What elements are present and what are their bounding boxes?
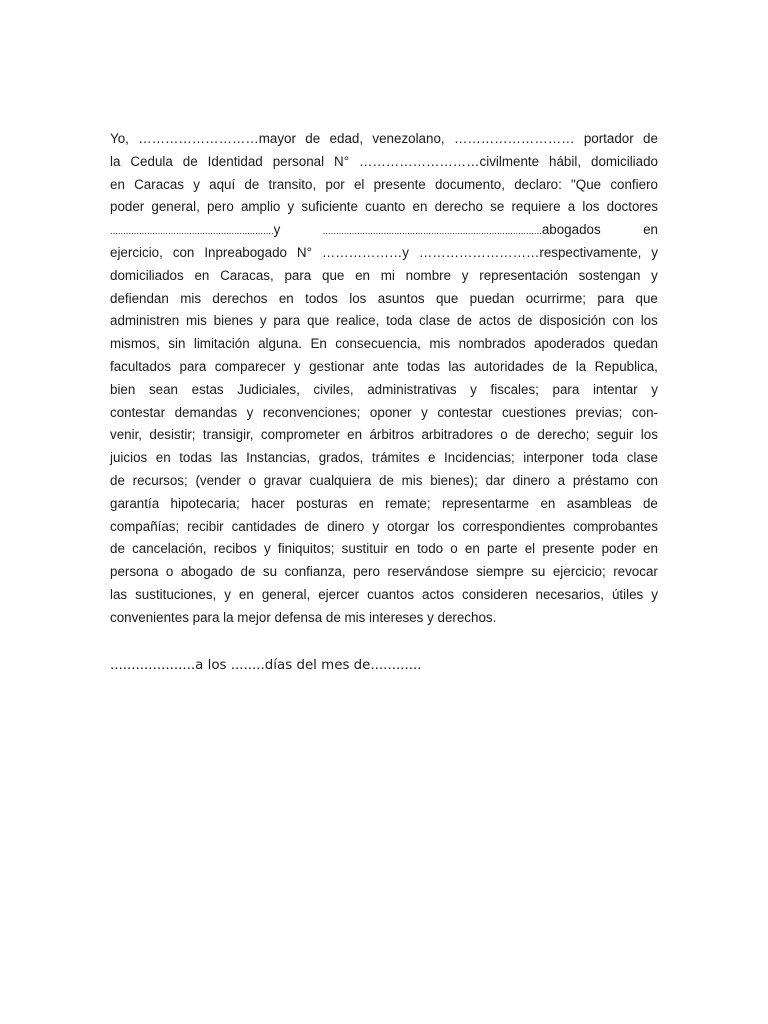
document-line: administren mis bienes y para que realice, toda clase de actos de disposición con los (110, 313, 658, 329)
closing-line: ....................a los ........días del mes de............ (110, 658, 422, 673)
document-line: contestar demandas y reconvenciones; oponer y contestar cuestiones previas; con- (110, 404, 658, 420)
document-line: ejercicio, con Inpreabogado N° ………………y ………………………respectivamente, y (110, 244, 658, 260)
document-line: en Caracas y aquí de transito, por el presente documento, declaro: "Que confiero (110, 176, 658, 192)
document-line: las sustituciones, y en general, ejercer cuantos actos consideren necesarios, útiles y (110, 586, 658, 602)
document-line: persona o abogado de su confianza, pero reservándose siempre su ejercicio; revocar (110, 564, 658, 580)
document-line: compañías; recibir cantidades de dinero y otorgar los correspondientes comprobantes (110, 518, 658, 534)
document-line (110, 219, 658, 242)
document-line: la Cedula de Identidad personal N° ………………………civilmente hábil, domiciliado (110, 153, 658, 169)
document-line: juicios en todas las Instancias, grados, trámites e Incidencias; interponer toda clase (110, 450, 658, 466)
document-line: poder general, pero amplio y suficiente cuanto en derecho se requiere a los doctores (110, 199, 658, 215)
document-line: de cancelación, recibos y finiquitos; sustituir en todo o en parte el presente poder en (110, 541, 658, 557)
blank-fill-segment: ..............................................................y (110, 222, 281, 238)
document-line: facultados para comparecer y gestionar ante todas las autoridades de la Republica, (110, 358, 658, 374)
document-line: bien sean estas Judiciales, civiles, administrativas y fiscales; para intentar y (110, 381, 658, 397)
document-line: venir, desistir; transigir, comprometer en árbitros arbitradores o de derecho; seguir los (110, 427, 658, 443)
document-line: domiciliados en Caracas, para que en mi nombre y representación sostengan y (110, 267, 658, 283)
blank-fill-segment: ...................................................................................abogados (322, 222, 601, 238)
power-of-attorney-text (110, 128, 658, 630)
document-line: de recursos; (vender o gravar cualquiera de mis bienes); dar dinero a préstamo con (110, 472, 658, 488)
document-line: Yo, ………………………mayor de edad, venezolano, ……………………… portador de (110, 131, 658, 146)
blank-fill-segment: en (643, 222, 658, 238)
document-line: defiendan mis derechos en todos los asuntos que puedan ocurrirme; para que (110, 290, 658, 306)
document-line: garantía hipotecaria; hacer posturas en remate; representarme en asambleas de (110, 495, 658, 511)
document-line: convenientes para la mejor defensa de mis intereses y derechos. (110, 609, 497, 625)
document-line: mismos, sin limitación alguna. En consecuencia, mis nombrados apoderados quedan (110, 336, 658, 352)
